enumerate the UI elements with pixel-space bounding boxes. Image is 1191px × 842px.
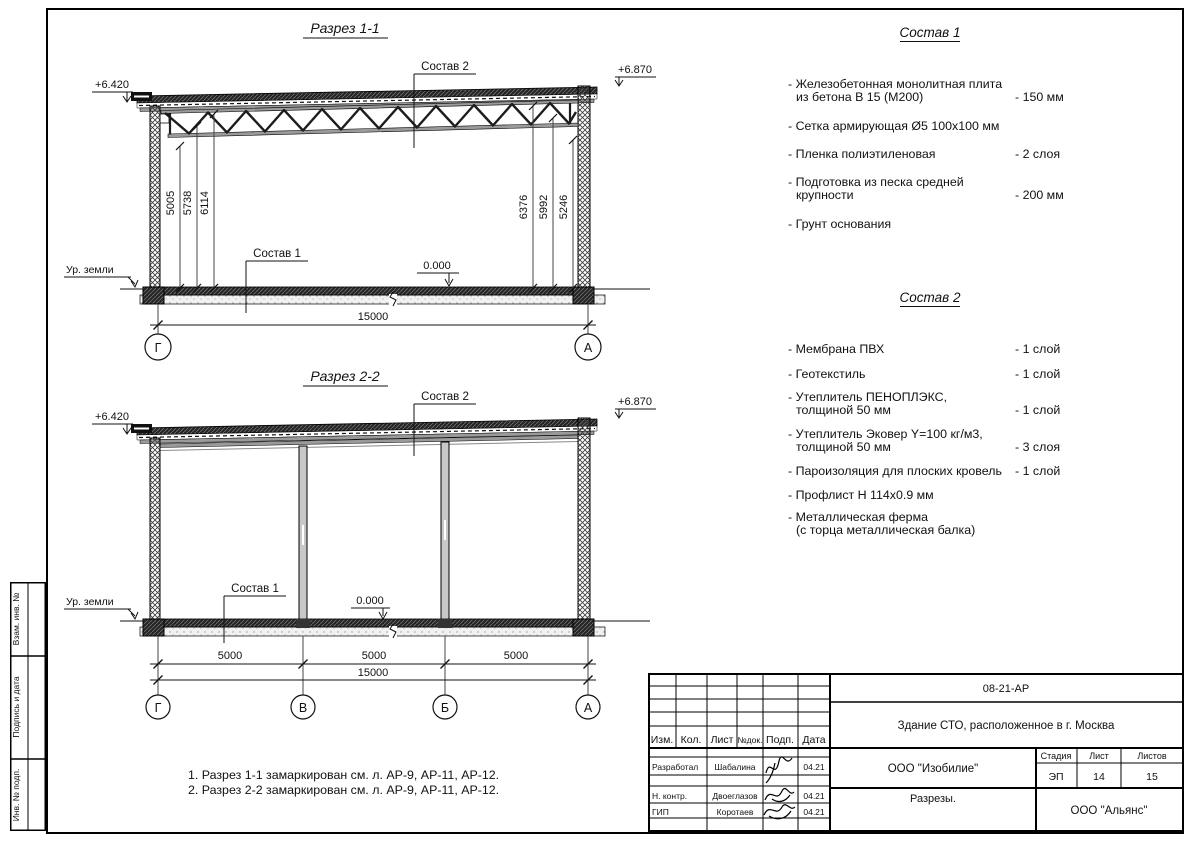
project-title: Здание СТО, расположенное в г. Москва <box>897 720 1115 732</box>
wall-left-1-1 <box>150 106 160 288</box>
svg-text:0.000: 0.000 <box>356 595 384 607</box>
axis-bubble-g-1-1 <box>145 334 171 360</box>
header-podp: Подп. <box>766 734 794 746</box>
axis-bubble-b-2-2 <box>433 695 457 719</box>
zero-level-label-1-1 <box>417 260 459 286</box>
svg-text:Ур. земли: Ур. земли <box>66 264 114 276</box>
ground-level-label-2-2 <box>64 596 138 619</box>
svg-text:5000: 5000 <box>361 650 387 662</box>
header-data: Дата <box>802 734 826 746</box>
note-line: 1. Разрез 1-1 замаркирован см. л. АР-9, АР-11, АР-12. <box>188 768 500 782</box>
list-item: - Пароизоляция для плоских кровель - 1 слой <box>788 464 1061 478</box>
organization-name: ООО "Изобилие" <box>887 763 979 775</box>
svg-text:5000: 5000 <box>503 650 529 662</box>
foundation-right-1-1 <box>573 287 594 304</box>
section-1-1-title: Разрез 1-1 <box>310 20 380 36</box>
svg-text:Состав 1: Состав 1 <box>253 248 301 260</box>
date-developer: 04.21 <box>803 762 825 772</box>
svg-text:15000: 15000 <box>357 311 389 323</box>
sostav2-heading: Состав 2 <box>899 290 961 305</box>
header-sheets: Листов <box>1137 751 1167 761</box>
axis-bubble-a-1-1 <box>575 334 601 360</box>
role-developer: Разработал <box>652 762 699 772</box>
svg-text:Б: Б <box>440 701 450 715</box>
svg-text:Состав 2: Состав 2 <box>421 391 469 403</box>
sheet-title: Разрезы. <box>909 793 957 805</box>
sostav1-heading: Состав 1 <box>899 25 961 40</box>
wall-right-1-1 <box>578 86 590 288</box>
svg-text:+6.870: +6.870 <box>618 396 652 408</box>
span-dimension-1-1 <box>150 304 596 334</box>
section-2-2-title: Разрез 2-2 <box>310 368 380 384</box>
foundation-left-1-1 <box>143 287 164 304</box>
date-ncontrol: 04.21 <box>803 791 825 801</box>
svg-text:Ур. земли: Ур. земли <box>66 596 114 608</box>
role-gip: ГИП <box>652 807 669 817</box>
dim-6114: 6114 <box>199 191 211 215</box>
foundation-right-2-2 <box>573 619 594 636</box>
name-ncontrol: Двоеглазов <box>712 791 758 801</box>
role-ncontrol: Н. контр. <box>652 791 688 801</box>
header-ndok: №док. <box>737 735 763 745</box>
svg-text:В: В <box>298 701 308 715</box>
wall-right-2-2 <box>578 418 590 620</box>
document-number: 08-21-АР <box>982 683 1030 695</box>
svg-text:Состав 2: Состав 2 <box>421 61 469 73</box>
header-sheet: Лист <box>1089 751 1109 761</box>
svg-text:5000: 5000 <box>217 650 243 662</box>
section-2-2-drawing <box>64 368 656 719</box>
list-item: - Геотекстиль - 1 слой <box>788 367 1061 381</box>
axis-bubble-g-2-2 <box>146 695 170 719</box>
contractor-name: ООО "Альянс" <box>1070 805 1148 817</box>
svg-text:15000: 15000 <box>357 667 389 679</box>
title-block <box>648 673 1184 832</box>
elevation-mark-left-1-1 <box>92 79 133 102</box>
notes-block <box>188 768 499 798</box>
header-kol: Кол. <box>680 734 702 746</box>
header-list: Лист <box>710 734 734 746</box>
wall-left-2-2 <box>150 438 160 620</box>
svg-text:+6.870: +6.870 <box>618 64 652 76</box>
svg-text:Г: Г <box>154 341 162 355</box>
date-gip: 04.21 <box>803 807 825 817</box>
sheet-value: 14 <box>1093 771 1105 783</box>
list-item: - Металлическая ферма (с торца металлическая балка) <box>788 510 976 537</box>
side-label-podpis: Подпись и дата <box>11 676 21 738</box>
dim-6376: 6376 <box>518 194 530 220</box>
list-item: - Утеплитель ПЕНОПЛЭКС, толщиной 50 мм - 1 слой <box>788 390 1061 417</box>
dim-5738: 5738 <box>182 190 194 216</box>
side-label-inv: Инв. № подп. <box>11 768 21 822</box>
floor-slab-2-2 <box>120 619 650 638</box>
ground-level-label-1-1 <box>64 264 138 287</box>
header-izm: Изм. <box>650 734 674 746</box>
stage-value: ЭП <box>1048 771 1064 783</box>
svg-text:+6.420: +6.420 <box>95 79 129 91</box>
svg-text:А: А <box>583 341 593 355</box>
foundation-left-2-2 <box>143 619 164 636</box>
elevation-mark-left-2-2 <box>92 411 133 434</box>
note-line: 2. Разрез 2-2 замаркирован см. л. АР-9, АР-11, АР-12. <box>188 783 500 797</box>
list-item: - Сетка армирующая Ø5 100x100 мм <box>788 119 1000 133</box>
elevation-mark-right-2-2 <box>615 396 656 418</box>
list-item: - Утеплитель Эковер Y=100 кг/м3, толщиной 50 мм - 3 слоя <box>788 427 1061 454</box>
axis-bubble-a-2-2 <box>576 695 600 719</box>
sheets-value: 15 <box>1146 771 1158 783</box>
dim-5246: 5246 <box>558 194 570 220</box>
header-stage: Стадия <box>1040 751 1072 761</box>
list-item: - Мембрана ПВХ - 1 слой <box>788 342 1061 356</box>
svg-text:Г: Г <box>154 701 162 715</box>
section-1-1-drawing <box>64 20 656 360</box>
dim-5992: 5992 <box>538 194 550 220</box>
list-item: - Грунт основания <box>788 217 892 231</box>
dim-5005: 5005 <box>165 190 177 216</box>
name-developer: Шабалина <box>714 762 756 772</box>
list-item: - Профлист Н 114x0.9 мм <box>788 488 934 502</box>
elevation-mark-right-1-1 <box>615 64 656 86</box>
list-item: - Железобетонная монолитная плита из бетона В 15 (М200) - 150 мм <box>788 77 1064 104</box>
zero-level-label-2-2 <box>351 595 390 619</box>
svg-text:Состав 1: Состав 1 <box>231 583 279 595</box>
composition-lists <box>788 0 1160 560</box>
roof-slab-2-2 <box>131 419 597 451</box>
name-gip: Коротаев <box>716 807 754 817</box>
svg-text:0.000: 0.000 <box>423 260 451 272</box>
side-attribute-column <box>10 582 46 831</box>
list-item: - Подготовка из песка средней крупности - 200 мм <box>788 175 1064 202</box>
span-dimensions-2-2 <box>150 636 596 695</box>
svg-text:+6.420: +6.420 <box>95 411 129 423</box>
axis-bubble-v-2-2 <box>291 695 315 719</box>
svg-text:А: А <box>583 701 593 715</box>
list-item: - Пленка полиэтиленовая - 2 слоя <box>788 147 1061 161</box>
side-label-vzam: Взам. инв. № <box>11 592 21 646</box>
